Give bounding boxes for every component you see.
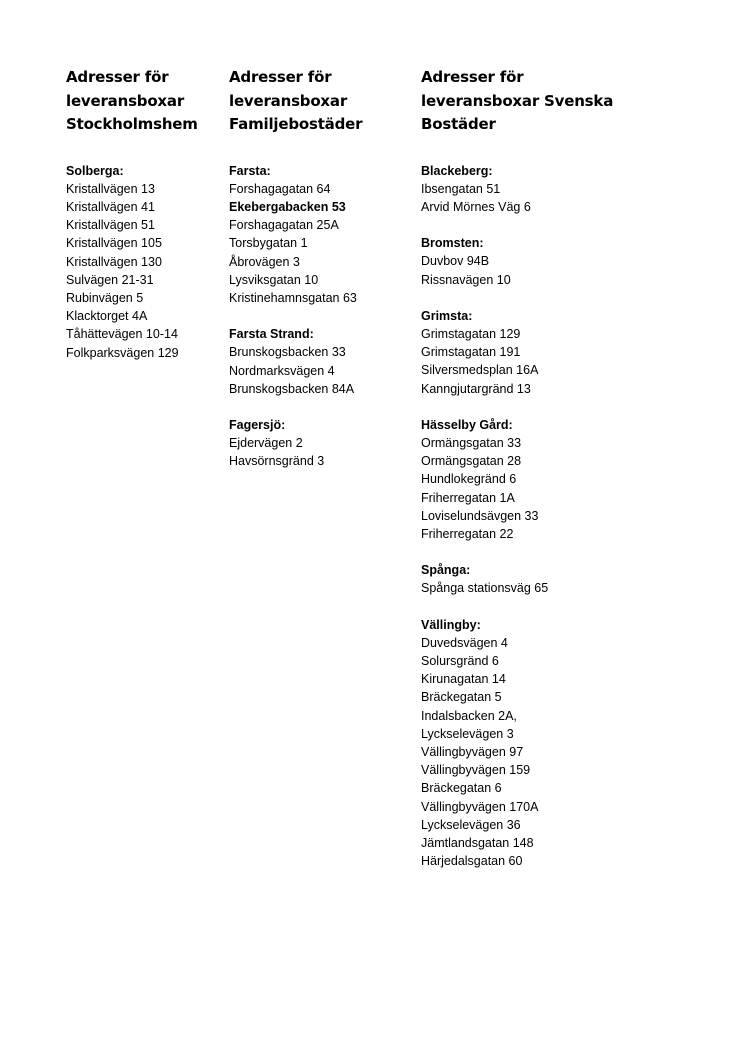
area-group	[229, 416, 409, 471]
address-list	[229, 343, 409, 398]
address-item: Ejdervägen 2	[229, 436, 303, 451]
address-list	[66, 180, 216, 362]
address-item: Nordmarksvägen 4	[229, 363, 335, 378]
address-item: Sulvägen 21-31	[66, 272, 154, 287]
column-heading	[66, 66, 216, 137]
address-item: Folkparksvägen 129	[66, 345, 179, 360]
address-item: Spånga stationsväg 65	[421, 581, 549, 596]
address-item: Härjedalsgatan 60	[421, 854, 523, 869]
address-item: Kristallvägen 41	[66, 199, 155, 214]
address-item: Kristallvägen 13	[66, 181, 155, 196]
address-item: Brunskogsbacken 84A	[229, 381, 355, 396]
area-name: Fagersjö:	[229, 417, 286, 432]
area-name: Vällingby:	[421, 617, 481, 632]
address-item: Ibsengatan 51	[421, 181, 501, 196]
area-group	[229, 162, 409, 308]
address-item: Vällingbyvägen 159	[421, 763, 531, 778]
address-list	[421, 634, 621, 871]
area-name: Bromsten:	[421, 236, 484, 251]
address-item: Jämtlandsgatan 148	[421, 836, 534, 850]
heading-line: Familjebostäder	[229, 115, 363, 133]
address-item: Vällingbyvägen 170A	[421, 799, 539, 814]
address-item: Silversmedsplan 16A	[421, 363, 539, 378]
address-list	[421, 434, 621, 543]
address-item: Rissnavägen 10	[421, 272, 511, 287]
address-item: Brunskogsbacken 33	[229, 345, 346, 360]
column-heading	[229, 66, 409, 137]
column-heading	[421, 66, 621, 137]
address-item: Bräckegatan 5	[421, 690, 502, 705]
area-name: Grimsta:	[421, 308, 473, 323]
address-list	[421, 180, 621, 216]
address-item: Kristallvägen 130	[66, 254, 162, 269]
area-name: Hässelby Gård:	[421, 417, 513, 432]
address-list	[421, 579, 621, 597]
heading-line: Stockholmshem	[66, 115, 198, 133]
address-item: Kirunagatan 14	[421, 672, 506, 687]
address-item: Forshagagatan 64	[229, 181, 331, 196]
address-item: Lyckselevägen 36	[421, 817, 521, 832]
column-stockholmshem	[66, 66, 216, 380]
address-list	[229, 434, 409, 470]
address-item: Ekebergabacken 53	[229, 199, 346, 214]
address-item: Friherregatan 22	[421, 526, 514, 541]
address-item: Grimstagatan 129	[421, 326, 521, 341]
area-group	[421, 234, 621, 289]
address-list	[421, 252, 621, 288]
address-item: Loviselundsävgen 33	[421, 508, 539, 523]
address-item: Klacktorget 4A	[66, 309, 148, 324]
area-name: Blackeberg:	[421, 163, 493, 178]
address-item: Kanngjutargränd 13	[421, 381, 531, 396]
address-list	[229, 180, 409, 307]
address-item: Tåhättevägen 10-14	[66, 327, 178, 342]
area-group	[421, 616, 621, 871]
address-item: Lysviksgatan 10	[229, 272, 319, 287]
area-group	[421, 307, 621, 398]
heading-line: Bostäder	[421, 115, 496, 133]
address-item: Kristallvägen 51	[66, 218, 155, 233]
column-svenska-bostader	[421, 66, 621, 888]
area-group	[229, 325, 409, 398]
area-group	[421, 162, 621, 217]
address-item: Lyckselevägen 3	[421, 726, 514, 741]
area-name: Farsta:	[229, 163, 271, 178]
area-group	[421, 416, 621, 543]
address-item: Rubinvägen 5	[66, 290, 144, 305]
area-name: Solberga:	[66, 163, 124, 178]
area-name: Spånga:	[421, 563, 471, 578]
heading-line: leveransboxar Svenska	[421, 91, 614, 110]
address-item: Duvedsvägen 4	[421, 635, 508, 650]
column-familjebostader	[229, 66, 409, 489]
address-item: Solursgränd 6	[421, 653, 499, 668]
heading-line: leveransboxar	[229, 91, 348, 110]
address-item: Forshagagatan 25A	[229, 218, 339, 233]
address-list	[421, 325, 621, 398]
address-item: Arvid Mörnes Väg 6	[421, 199, 531, 214]
address-item: Kristinehamnsgatan 63	[229, 290, 357, 305]
address-item: Torsbygatan 1	[229, 236, 308, 251]
heading-line: Adresser för	[421, 68, 524, 86]
address-item: Hundlokegränd 6	[421, 472, 517, 487]
address-item: Friherregatan 1A	[421, 490, 515, 505]
area-group	[421, 561, 621, 597]
address-item: Ormängsgatan 33	[421, 435, 522, 450]
heading-line: leveransboxar	[66, 91, 185, 110]
address-item: Grimstagatan 191	[421, 345, 521, 360]
address-item: Bräckegatan 6	[421, 781, 502, 796]
address-item: Indalsbacken 2A,	[421, 708, 517, 723]
address-item: Havsörnsgränd 3	[229, 454, 325, 469]
heading-line: Adresser för	[229, 68, 332, 86]
address-item: Duvbov 94B	[421, 254, 490, 269]
area-group	[66, 162, 216, 362]
address-item: Åbrovägen 3	[229, 254, 300, 269]
address-item: Ormängsgatan 28	[421, 454, 522, 469]
address-item: Vällingbyvägen 97	[421, 744, 524, 759]
area-name: Farsta Strand:	[229, 327, 314, 342]
heading-line: Adresser för	[66, 68, 169, 86]
address-item: Kristallvägen 105	[66, 236, 162, 251]
